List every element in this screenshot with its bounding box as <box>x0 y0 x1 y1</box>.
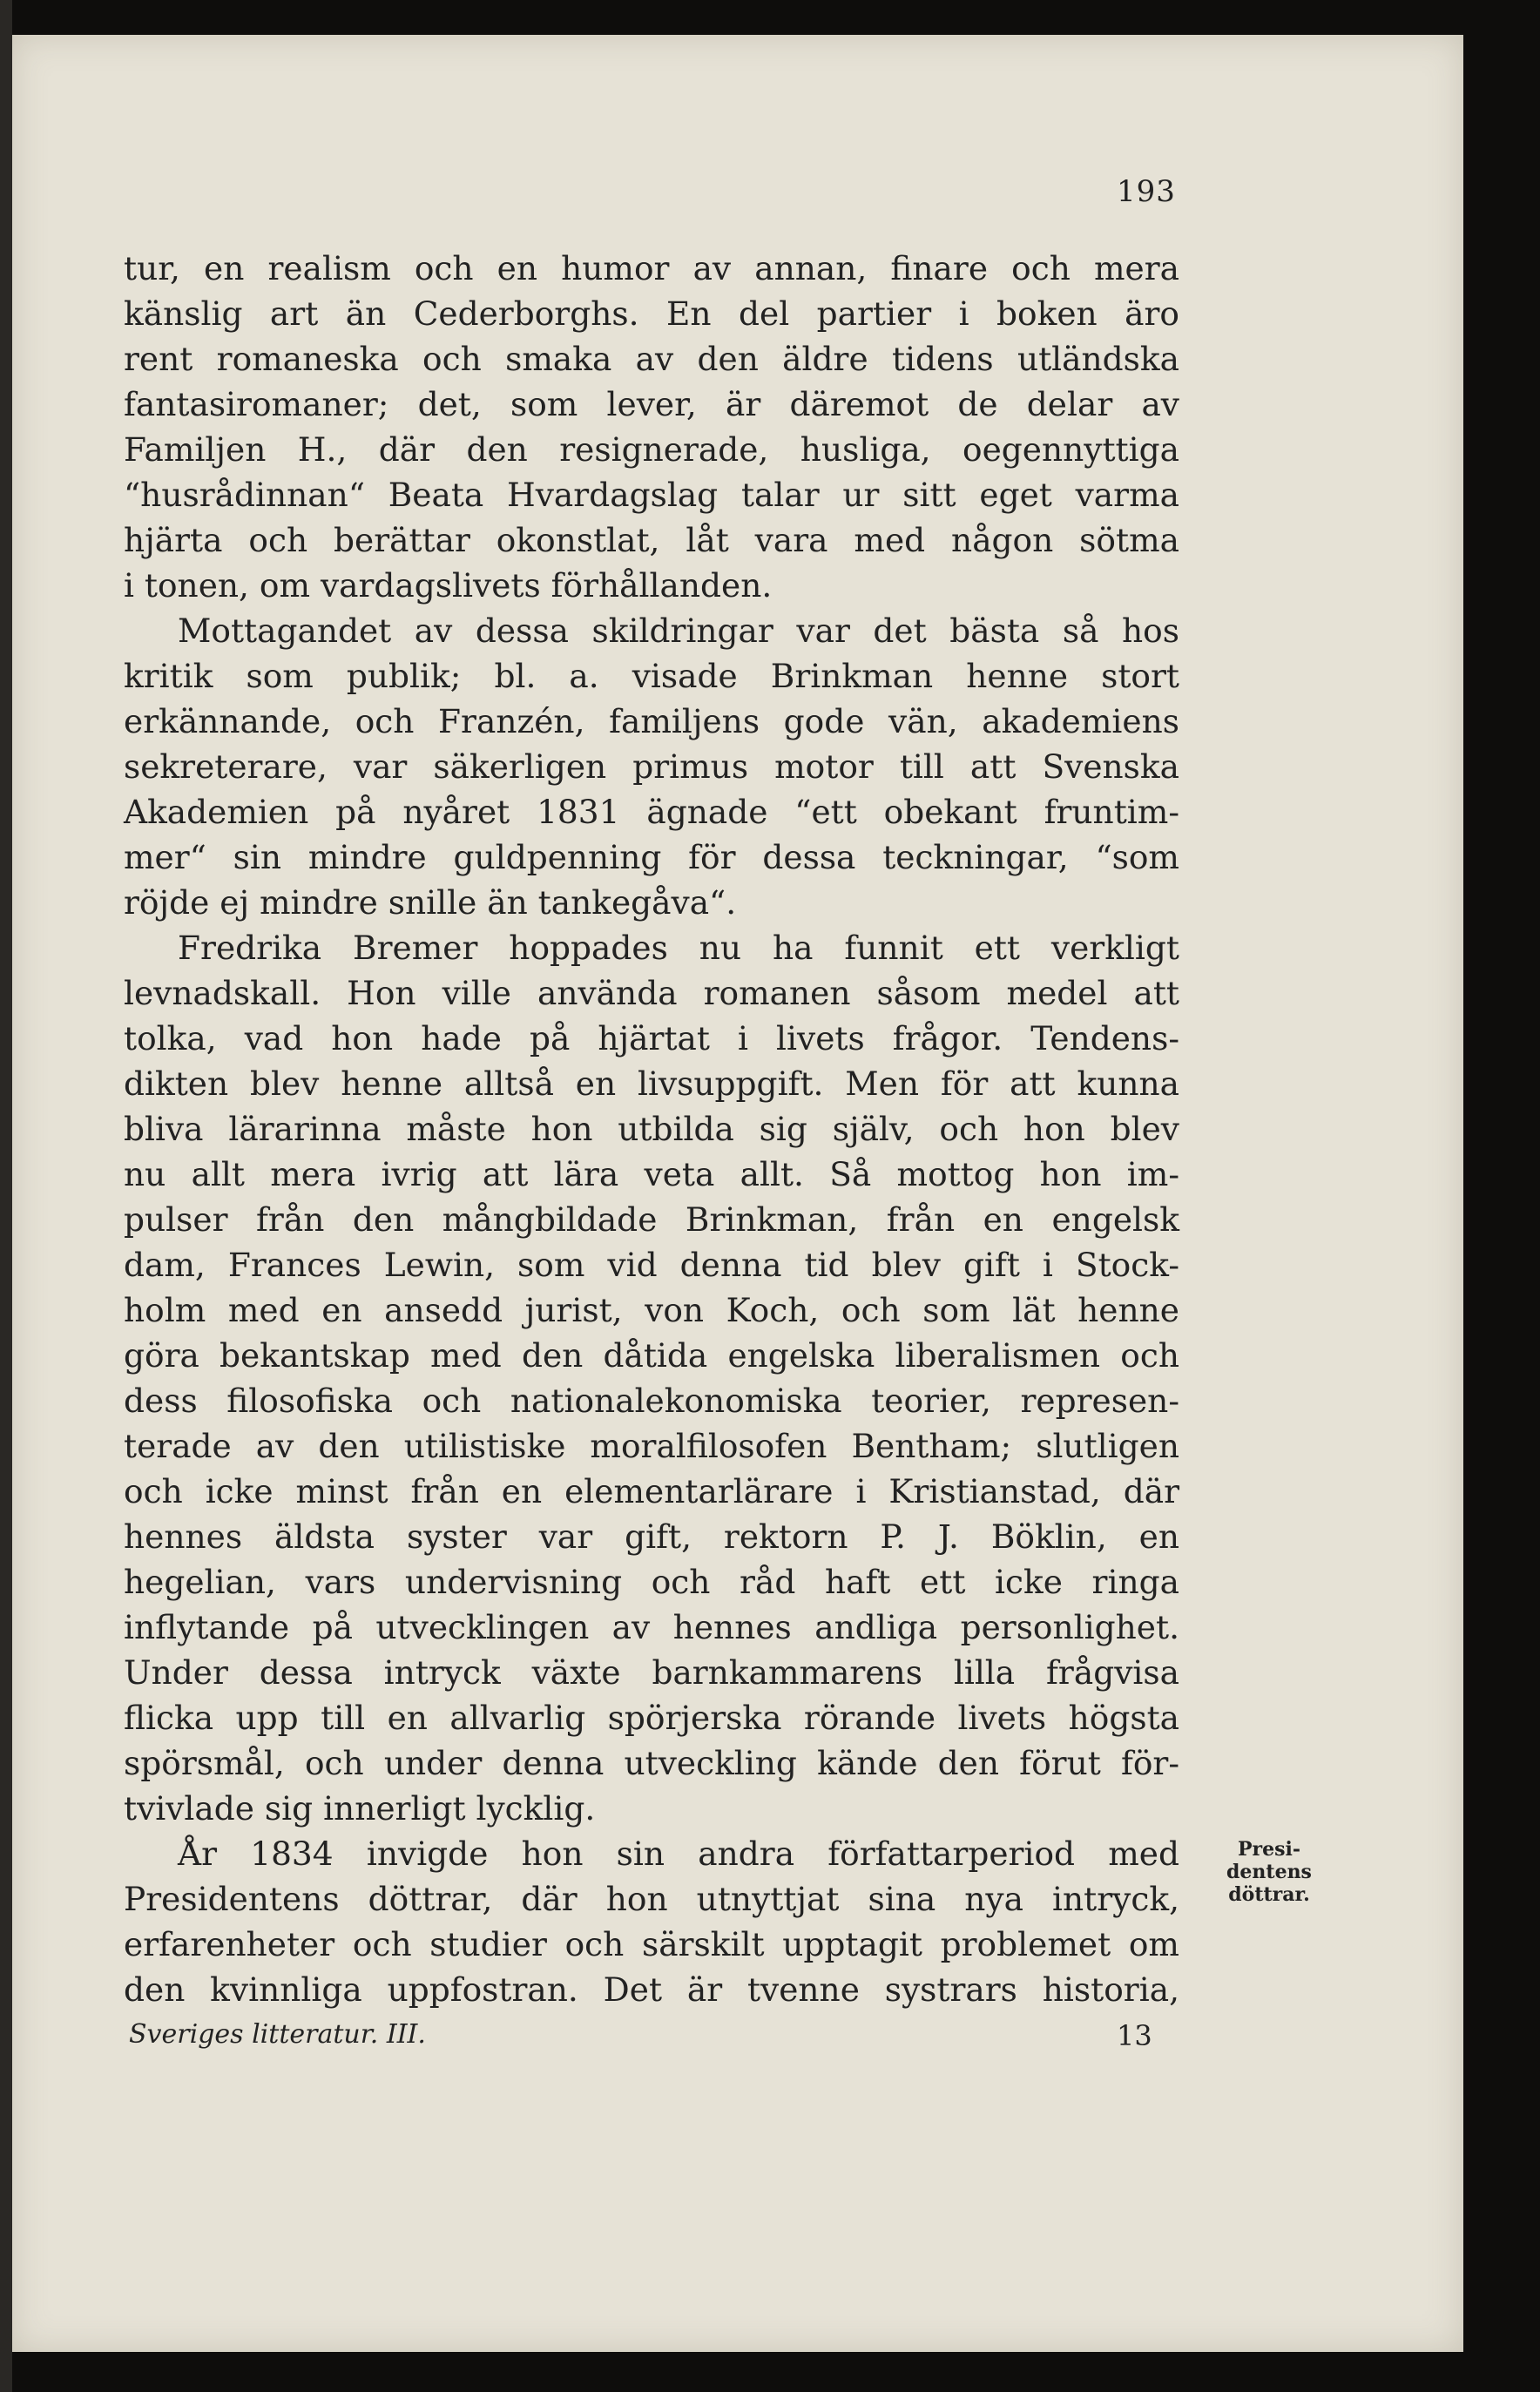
text-line: Mottagandet av dessa skildringar var det bästa så hos <box>178 612 1179 650</box>
text-line: fantasiromaner; det, som lever, är däremot de delar av <box>124 385 1179 423</box>
text-line: nu allt mera ivrig att lära veta allt. Så mottog hon im- <box>124 1155 1179 1193</box>
footer-book-title: Sveriges litteratur. III. <box>129 2019 426 2050</box>
text-line: dikten blev henne alltså en livsuppgift. Men för att kunna <box>124 1064 1179 1103</box>
text-line: Fredrika Bremer hoppades nu ha funnit ett verkligt <box>178 929 1179 967</box>
text-line: i tonen, om vardagslivets förhållanden. <box>124 566 773 605</box>
text-line: holm med en ansedd jurist, von Koch, och som lät henne <box>124 1291 1179 1329</box>
text-line: Akademien på nyåret 1831 ägnade “ett obekant fruntim- <box>124 793 1179 831</box>
margin-note-line-1: Presi- <box>1237 1838 1300 1861</box>
text-line: terade av den utilistiske moralfilosofen Bentham; slutligen <box>124 1427 1179 1465</box>
text-line: Presidentens döttrar, där hon utnyttjat sina nya intryck, <box>124 1880 1179 1918</box>
margin-note-line-3: döttrar. <box>1228 1883 1310 1906</box>
text-line: tvivlade sig innerligt lycklig. <box>124 1789 596 1828</box>
text-line: pulser från den mångbildade Brinkman, från en engelsk <box>124 1200 1179 1239</box>
margin-note-line-2: dentens <box>1226 1861 1312 1883</box>
text-line: inflytande på utvecklingen av hennes andliga personlighet. <box>124 1608 1179 1646</box>
text-line: dess filosofiska och nationalekonomiska teorier, represen- <box>124 1382 1179 1420</box>
text-line: flicka upp till en allvarlig spörjerska rörande livets högsta <box>124 1699 1179 1737</box>
text-line: levnadskall. Hon ville använda romanen såsom medel att <box>124 974 1179 1012</box>
text-line: tur, en realism och en humor av annan, finare och mera <box>124 249 1179 287</box>
footer-signature-mark: 13 <box>1117 2019 1152 2052</box>
scan-left-edge <box>0 0 12 2392</box>
text-line: hegelian, vars undervisning och råd haft ett icke ringa <box>124 1563 1179 1601</box>
text-line: spörsmål, och under denna utveckling kände den förut för- <box>124 1744 1179 1782</box>
text-line: kritik som publik; bl. a. visade Brinkman henne stort <box>124 657 1179 695</box>
text-line: bliva lärarinna måste hon utbilda sig själv, och hon blev <box>124 1110 1179 1148</box>
text-line: tolka, vad hon hade på hjärtat i livets frågor. Tendens- <box>124 1019 1179 1057</box>
page-number: 193 <box>1117 174 1176 209</box>
text-line: dam, Frances Lewin, som vid denna tid blev gift i Stock- <box>124 1246 1179 1284</box>
text-line: hennes äldsta syster var gift, rektorn P. J. Böklin, en <box>124 1517 1179 1556</box>
text-line: den kvinnliga uppfostran. Det är tvenne systrars historia, <box>124 1970 1179 2009</box>
text-line: mer“ sin mindre guldpenning för dessa teckningar, “som <box>124 838 1179 876</box>
body-text <box>124 246 1179 2012</box>
text-line: röjde ej mindre snille än tankegåva“. <box>124 883 737 922</box>
text-line: och icke minst från en elementarlärare i Kristianstad, där <box>124 1472 1179 1510</box>
text-line: erkännande, och Franzén, familjens gode vän, akademiens <box>124 702 1179 740</box>
text-line: “husrådinnan“ Beata Hvardagslag talar ur sitt eget varma <box>124 476 1179 514</box>
text-line: sekreterare, var säkerligen primus motor till att Svenska <box>124 747 1179 786</box>
text-line: erfarenheter och studier och särskilt upptagit problemet om <box>124 1925 1179 1963</box>
text-line: känslig art än Cederborghs. En del partier i boken äro <box>124 294 1179 333</box>
text-line: hjärta och berättar okonstlat, låt vara med någon sötma <box>124 521 1179 559</box>
text-line: Familjen H., där den resignerade, husliga, oegennyttiga <box>124 430 1179 469</box>
text-line: Under dessa intryck växte barnkammarens lilla frågvisa <box>124 1653 1179 1692</box>
margin-note <box>1212 1838 1326 1906</box>
text-line: rent romaneska och smaka av den äldre tidens utländska <box>124 340 1179 378</box>
text-line: År 1834 invigde hon sin andra författarperiod med <box>178 1835 1179 1873</box>
text-line: göra bekantskap med den dåtida engelska liberalismen och <box>124 1336 1179 1375</box>
